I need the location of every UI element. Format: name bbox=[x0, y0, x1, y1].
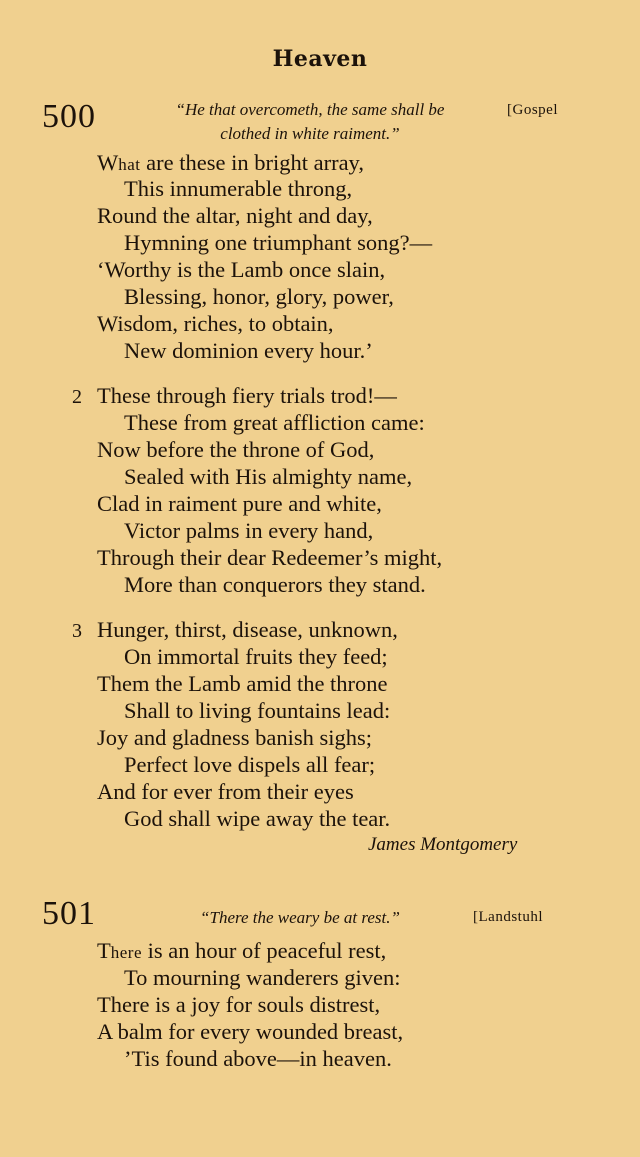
verse-line: Sealed with His almighty name, bbox=[124, 464, 413, 489]
epigraph-line: clothed in white raiment.” bbox=[220, 124, 400, 143]
verse-line: Wisdom, riches, to obtain, bbox=[97, 311, 334, 336]
verse-line: These from great affliction came: bbox=[124, 410, 425, 435]
verse-line: Round the altar, night and day, bbox=[97, 203, 373, 228]
tune-name: [Gospel bbox=[507, 102, 558, 118]
tune-name: [Landstuhl bbox=[473, 909, 543, 925]
verse-line: New dominion every hour.’ bbox=[124, 338, 373, 363]
verse-line: Shall to living fountains lead: bbox=[124, 698, 391, 723]
verse-line: This innumerable throng, bbox=[124, 176, 353, 201]
stanza-number: 2 bbox=[72, 386, 82, 408]
verse-text: are these in bright array, bbox=[140, 150, 364, 175]
epigraph-line: “He that overcometh, the same shall be bbox=[175, 100, 445, 119]
verse-line: Joy and gladness banish sighs; bbox=[97, 725, 372, 750]
small-caps-word: hat bbox=[118, 155, 141, 174]
hymn-epigraph bbox=[120, 98, 500, 146]
page-header: Heaven bbox=[272, 46, 368, 72]
verse-line: On immortal fruits they feed; bbox=[124, 644, 388, 669]
drop-initial: T bbox=[97, 938, 111, 963]
drop-initial: W bbox=[97, 150, 119, 175]
verse-line: Hunger, thirst, disease, unknown, bbox=[97, 617, 398, 642]
hymn-number: 501 bbox=[42, 895, 96, 932]
verse-line bbox=[97, 150, 364, 178]
verse-line: Victor palms in every hand, bbox=[124, 518, 374, 543]
verse-line: Hymning one triumphant song?— bbox=[124, 230, 433, 255]
verse-line: There is a joy for souls distrest, bbox=[97, 992, 381, 1017]
verse-line: Perfect love dispels all fear; bbox=[124, 752, 376, 777]
verse-line: Them the Lamb amid the throne bbox=[97, 671, 388, 696]
verse-line bbox=[97, 938, 386, 966]
small-caps-word: here bbox=[110, 943, 143, 962]
hymn-number: 500 bbox=[42, 98, 96, 135]
verse-line: A balm for every wounded breast, bbox=[97, 1019, 404, 1044]
hymn-epigraph bbox=[120, 906, 480, 930]
author-attribution: James Montgomery bbox=[368, 834, 518, 855]
epigraph-line: “There the weary be at rest.” bbox=[200, 908, 400, 927]
verse-line: God shall wipe away the tear. bbox=[124, 806, 391, 831]
verse-line: ‘Worthy is the Lamb once slain, bbox=[97, 257, 386, 282]
verse-line: Blessing, honor, glory, power, bbox=[124, 284, 394, 309]
verse-line: Clad in raiment pure and white, bbox=[97, 491, 382, 516]
verse-line: These through fiery trials trod!— bbox=[97, 383, 397, 408]
verse-line: ’Tis found above—in heaven. bbox=[124, 1046, 392, 1071]
verse-line: Now before the throne of God, bbox=[97, 437, 375, 462]
verse-line: And for ever from their eyes bbox=[97, 779, 354, 804]
verse-line: To mourning wanderers given: bbox=[124, 965, 401, 990]
verse-text: is an hour of peaceful rest, bbox=[142, 938, 387, 963]
verse-line: Through their dear Redeemer’s might, bbox=[97, 545, 443, 570]
verse-line: More than conquerors they stand. bbox=[124, 572, 426, 597]
stanza-number: 3 bbox=[72, 620, 82, 642]
